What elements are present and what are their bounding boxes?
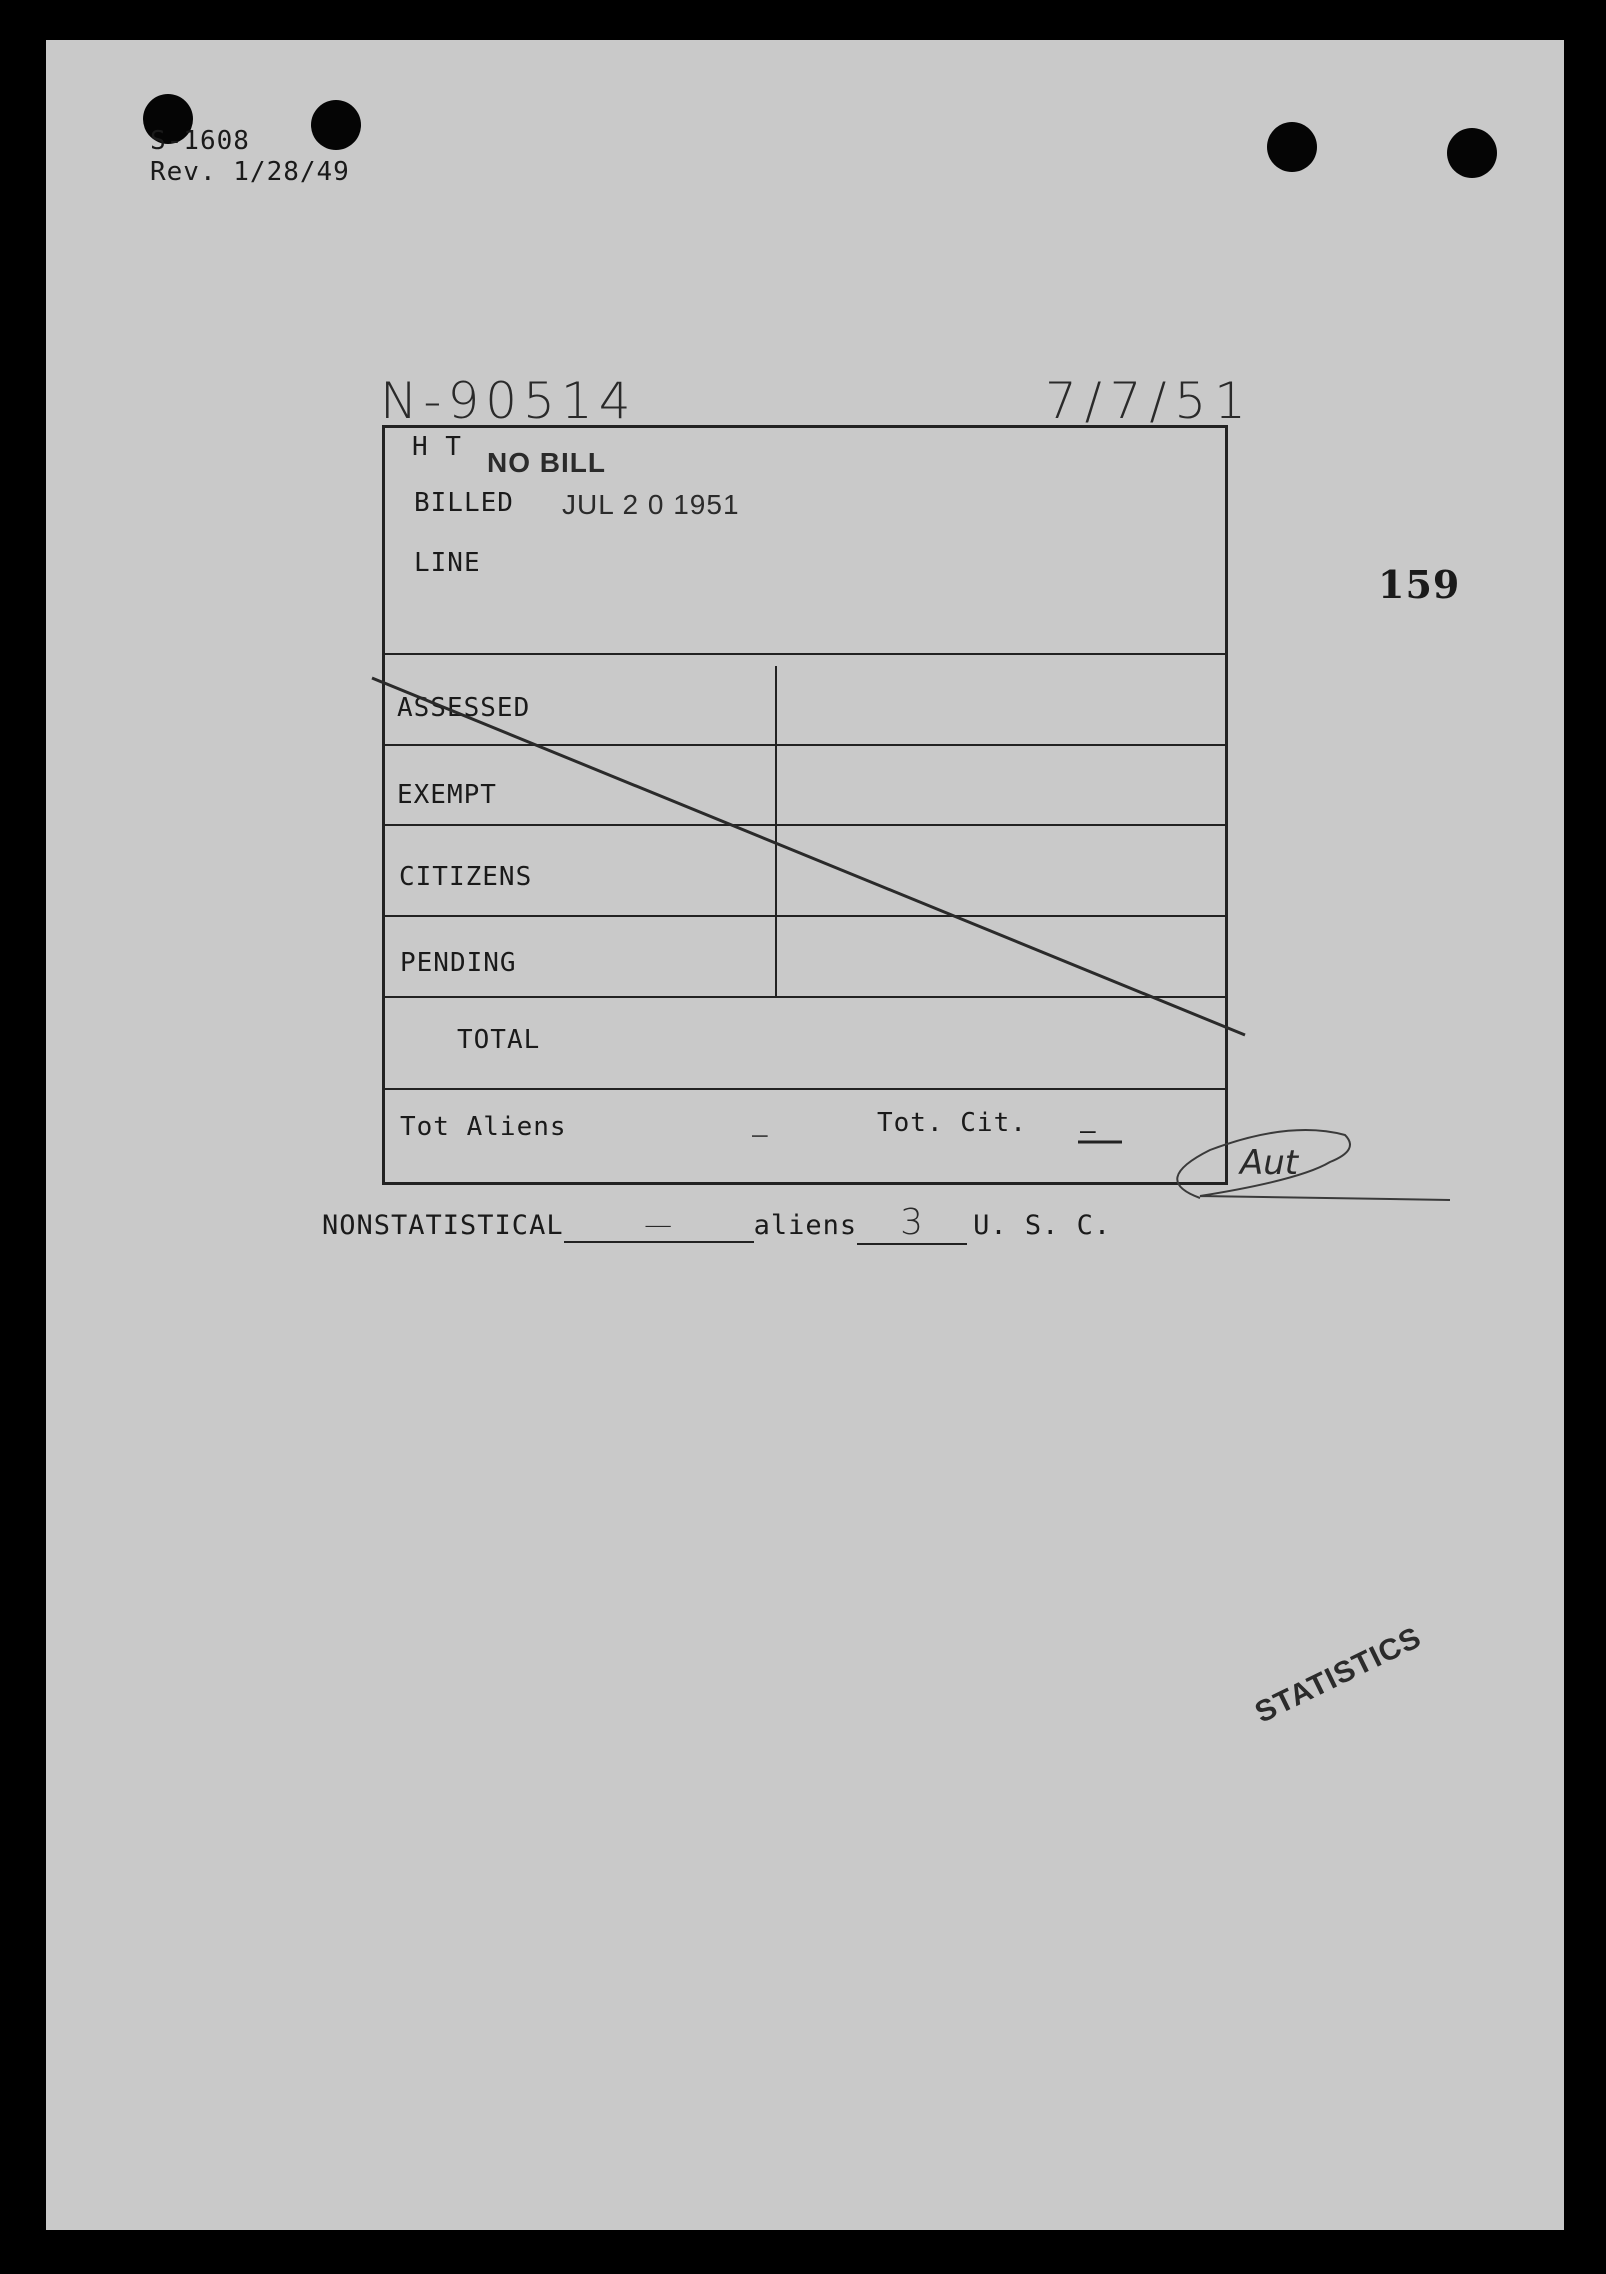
aliens-label: aliens: [753, 1210, 858, 1241]
usc-value: 3: [900, 1202, 925, 1243]
row-label-assessed: ASSESSED: [397, 693, 531, 723]
form-revision: Rev. 1/28/49: [150, 157, 350, 187]
usc-label: U. S. C.: [973, 1210, 1112, 1241]
tot-aliens-value: —: [752, 1120, 769, 1150]
tot-cit-value: —: [1080, 1116, 1097, 1146]
line-label: LINE: [414, 548, 481, 578]
initials-circle-mark: [1177, 1130, 1450, 1200]
billed-label: BILLED: [414, 488, 514, 518]
file-number: N-90514: [380, 372, 637, 430]
row-label-citizens: CITIZENS: [399, 862, 533, 892]
statistics-stamp: STATISTICS: [1250, 1620, 1427, 1730]
tot-cit-label: Tot. Cit.: [877, 1108, 1027, 1138]
tot-aliens-label: Tot Aliens: [400, 1112, 567, 1142]
ht-label: H T: [412, 432, 462, 462]
row-label-pending: PENDING: [400, 948, 517, 978]
row-label-exempt: EXEMPT: [397, 780, 497, 810]
strike-through-line: [372, 678, 1245, 1035]
handwritten-date: 7/7/51: [1045, 372, 1254, 430]
nonstatistical-label: NONSTATISTICAL: [322, 1210, 564, 1241]
handwritten-initials: Aut: [1240, 1143, 1299, 1183]
billed-date-stamp: JUL 2 0 1951: [562, 489, 740, 520]
aliens-value: —: [644, 1208, 674, 1241]
page-number: 159: [1378, 562, 1461, 607]
no-bill-stamp: NO BILL: [487, 447, 606, 478]
row-label-total: TOTAL: [457, 1025, 541, 1055]
form-number: S-1608: [150, 126, 250, 156]
